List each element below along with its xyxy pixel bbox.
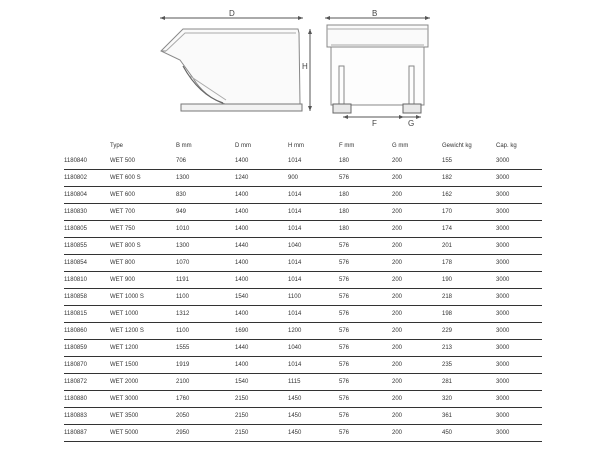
cell-b: 1100	[176, 323, 235, 340]
cell-weight: 162	[442, 187, 496, 204]
table-row	[64, 272, 542, 289]
cell-g: 200	[392, 153, 442, 170]
column-header-b: B mm	[176, 143, 192, 149]
cell-h: 1115	[288, 374, 339, 391]
cell-d: 1690	[235, 323, 288, 340]
cell-g: 200	[392, 170, 442, 187]
cell-h: 1450	[288, 408, 339, 425]
cell-b: 1760	[176, 391, 235, 408]
table-row	[64, 323, 542, 340]
cell-h: 1100	[288, 289, 339, 306]
cell-capacity: 3000	[496, 204, 542, 221]
cell-type: WET 3500	[110, 408, 176, 425]
cell-article: 1180860	[64, 323, 110, 340]
table-row	[64, 391, 542, 408]
cell-g: 200	[392, 357, 442, 374]
cell-capacity: 3000	[496, 374, 542, 391]
cell-b: 1300	[176, 170, 235, 187]
cell-h: 1040	[288, 238, 339, 255]
cell-f: 576	[339, 289, 392, 306]
cell-g: 200	[392, 289, 442, 306]
cell-d: 2150	[235, 425, 288, 442]
cell-type: WET 1500	[110, 357, 176, 374]
column-header-g: G mm	[392, 143, 409, 149]
cell-weight: 229	[442, 323, 496, 340]
cell-g: 200	[392, 187, 442, 204]
cell-d: 2150	[235, 408, 288, 425]
cell-b: 830	[176, 187, 235, 204]
cell-article: 1180854	[64, 255, 110, 272]
table-row	[64, 153, 542, 170]
cell-f: 576	[339, 425, 392, 442]
cell-article: 1180804	[64, 187, 110, 204]
cell-type: WET 700	[110, 204, 176, 221]
cell-f: 576	[339, 340, 392, 357]
cell-d: 1440	[235, 238, 288, 255]
cell-b: 1070	[176, 255, 235, 272]
dimension-label-f: F	[372, 119, 377, 128]
cell-g: 200	[392, 272, 442, 289]
cell-b: 1919	[176, 357, 235, 374]
cell-article: 1180870	[64, 357, 110, 374]
cell-h: 1014	[288, 272, 339, 289]
cell-d: 1400	[235, 306, 288, 323]
cell-h: 1014	[288, 255, 339, 272]
cell-type: WET 5000	[110, 425, 176, 442]
cell-h: 1014	[288, 187, 339, 204]
cell-article: 1180815	[64, 306, 110, 323]
table-row	[64, 289, 542, 306]
cell-h: 1014	[288, 306, 339, 323]
cell-type: WET 800	[110, 255, 176, 272]
cell-type: WET 900	[110, 272, 176, 289]
cell-f: 576	[339, 408, 392, 425]
cell-f: 180	[339, 187, 392, 204]
cell-b: 1191	[176, 272, 235, 289]
cell-b: 1100	[176, 289, 235, 306]
cell-capacity: 3000	[496, 408, 542, 425]
cell-d: 1400	[235, 204, 288, 221]
cell-type: WET 600	[110, 187, 176, 204]
cell-weight: 235	[442, 357, 496, 374]
cell-weight: 450	[442, 425, 496, 442]
cell-b: 949	[176, 204, 235, 221]
cell-weight: 281	[442, 374, 496, 391]
table-row	[64, 374, 542, 391]
side-view-drawing	[160, 16, 312, 111]
technical-drawing	[0, 0, 600, 135]
cell-capacity: 3000	[496, 221, 542, 238]
cell-f: 576	[339, 238, 392, 255]
cell-h: 1450	[288, 391, 339, 408]
cell-weight: 198	[442, 306, 496, 323]
cell-type: WET 1000 S	[110, 289, 176, 306]
cell-d: 1400	[235, 255, 288, 272]
cell-type: WET 800 S	[110, 238, 176, 255]
cell-capacity: 3000	[496, 323, 542, 340]
cell-article: 1180859	[64, 340, 110, 357]
table-header-row	[64, 139, 542, 153]
cell-weight: 170	[442, 204, 496, 221]
cell-h: 900	[288, 170, 339, 187]
cell-b: 1312	[176, 306, 235, 323]
dimension-label-g: G	[408, 119, 415, 128]
cell-f: 576	[339, 255, 392, 272]
table-row	[64, 408, 542, 425]
cell-d: 1400	[235, 221, 288, 238]
cell-g: 200	[392, 323, 442, 340]
table-row	[64, 187, 542, 204]
cell-weight: 218	[442, 289, 496, 306]
column-header-weight: Gewicht kg	[442, 143, 472, 149]
cell-g: 200	[392, 204, 442, 221]
table-row	[64, 204, 542, 221]
cell-capacity: 3000	[496, 391, 542, 408]
cell-weight: 178	[442, 255, 496, 272]
table-row	[64, 340, 542, 357]
cell-capacity: 3000	[496, 153, 542, 170]
cell-capacity: 3000	[496, 289, 542, 306]
table-row	[64, 221, 542, 238]
cell-b: 1010	[176, 221, 235, 238]
cell-weight: 190	[442, 272, 496, 289]
cell-weight: 182	[442, 170, 496, 187]
cell-type: WET 1000	[110, 306, 176, 323]
cell-article: 1180887	[64, 425, 110, 442]
cell-d: 1240	[235, 170, 288, 187]
cell-g: 200	[392, 221, 442, 238]
column-header-f: F mm	[339, 143, 355, 149]
cell-g: 200	[392, 238, 442, 255]
table-row	[64, 357, 542, 374]
cell-f: 180	[339, 204, 392, 221]
cell-b: 1300	[176, 238, 235, 255]
column-header-article	[64, 139, 110, 153]
cell-h: 1450	[288, 425, 339, 442]
cell-d: 1440	[235, 340, 288, 357]
cell-g: 200	[392, 374, 442, 391]
cell-weight: 155	[442, 153, 496, 170]
column-header-d: D mm	[235, 143, 251, 149]
cell-g: 200	[392, 340, 442, 357]
table-row	[64, 255, 542, 272]
cell-f: 180	[339, 221, 392, 238]
cell-type: WET 600 S	[110, 170, 176, 187]
cell-h: 1014	[288, 221, 339, 238]
cell-b: 2950	[176, 425, 235, 442]
specification-table	[64, 139, 542, 442]
cell-capacity: 3000	[496, 272, 542, 289]
table-row	[64, 170, 542, 187]
cell-h: 1014	[288, 153, 339, 170]
dimension-label-b: B	[372, 9, 378, 18]
cell-type: WET 2000	[110, 374, 176, 391]
front-view-drawing	[325, 16, 430, 119]
cell-g: 200	[392, 408, 442, 425]
cell-f: 576	[339, 272, 392, 289]
cell-article: 1180872	[64, 374, 110, 391]
table-row	[64, 425, 542, 442]
cell-f: 576	[339, 391, 392, 408]
cell-type: WET 3000	[110, 391, 176, 408]
column-header-type: Type	[110, 143, 124, 149]
dimension-label-h: H	[302, 62, 308, 71]
cell-d: 1400	[235, 357, 288, 374]
cell-d: 1540	[235, 374, 288, 391]
cell-capacity: 3000	[496, 255, 542, 272]
cell-f: 576	[339, 374, 392, 391]
cell-g: 200	[392, 425, 442, 442]
cell-b: 2100	[176, 374, 235, 391]
dimension-label-d: D	[229, 9, 235, 18]
cell-type: WET 500	[110, 153, 176, 170]
cell-d: 1400	[235, 153, 288, 170]
cell-h: 1200	[288, 323, 339, 340]
cell-article: 1180858	[64, 289, 110, 306]
column-header-capacity: Cap. kg	[496, 143, 517, 149]
cell-f: 576	[339, 170, 392, 187]
cell-g: 200	[392, 391, 442, 408]
column-header-h: H mm	[288, 143, 304, 149]
cell-weight: 174	[442, 221, 496, 238]
cell-type: WET 1200 S	[110, 323, 176, 340]
cell-g: 200	[392, 255, 442, 272]
cell-h: 1014	[288, 357, 339, 374]
cell-capacity: 3000	[496, 340, 542, 357]
cell-h: 1040	[288, 340, 339, 357]
cell-article: 1180883	[64, 408, 110, 425]
cell-f: 180	[339, 153, 392, 170]
cell-article: 1180805	[64, 221, 110, 238]
cell-weight: 213	[442, 340, 496, 357]
cell-b: 1555	[176, 340, 235, 357]
cell-g: 200	[392, 306, 442, 323]
cell-type: WET 1200	[110, 340, 176, 357]
cell-h: 1014	[288, 204, 339, 221]
cell-article: 1180830	[64, 204, 110, 221]
cell-f: 576	[339, 323, 392, 340]
cell-article: 1180880	[64, 391, 110, 408]
cell-b: 2050	[176, 408, 235, 425]
cell-article: 1180810	[64, 272, 110, 289]
cell-capacity: 3000	[496, 238, 542, 255]
cell-d: 2150	[235, 391, 288, 408]
cell-article: 1180855	[64, 238, 110, 255]
cell-d: 1400	[235, 187, 288, 204]
cell-capacity: 3000	[496, 357, 542, 374]
table-row	[64, 238, 542, 255]
cell-weight: 361	[442, 408, 496, 425]
cell-capacity: 3000	[496, 187, 542, 204]
cell-f: 576	[339, 306, 392, 323]
cell-article: 1180802	[64, 170, 110, 187]
cell-capacity: 3000	[496, 425, 542, 442]
cell-d: 1540	[235, 289, 288, 306]
cell-f: 576	[339, 357, 392, 374]
cell-article: 1180840	[64, 153, 110, 170]
table-row	[64, 306, 542, 323]
cell-type: WET 750	[110, 221, 176, 238]
cell-capacity: 3000	[496, 306, 542, 323]
cell-b: 706	[176, 153, 235, 170]
cell-weight: 320	[442, 391, 496, 408]
cell-capacity: 3000	[496, 170, 542, 187]
cell-weight: 201	[442, 238, 496, 255]
cell-d: 1400	[235, 272, 288, 289]
